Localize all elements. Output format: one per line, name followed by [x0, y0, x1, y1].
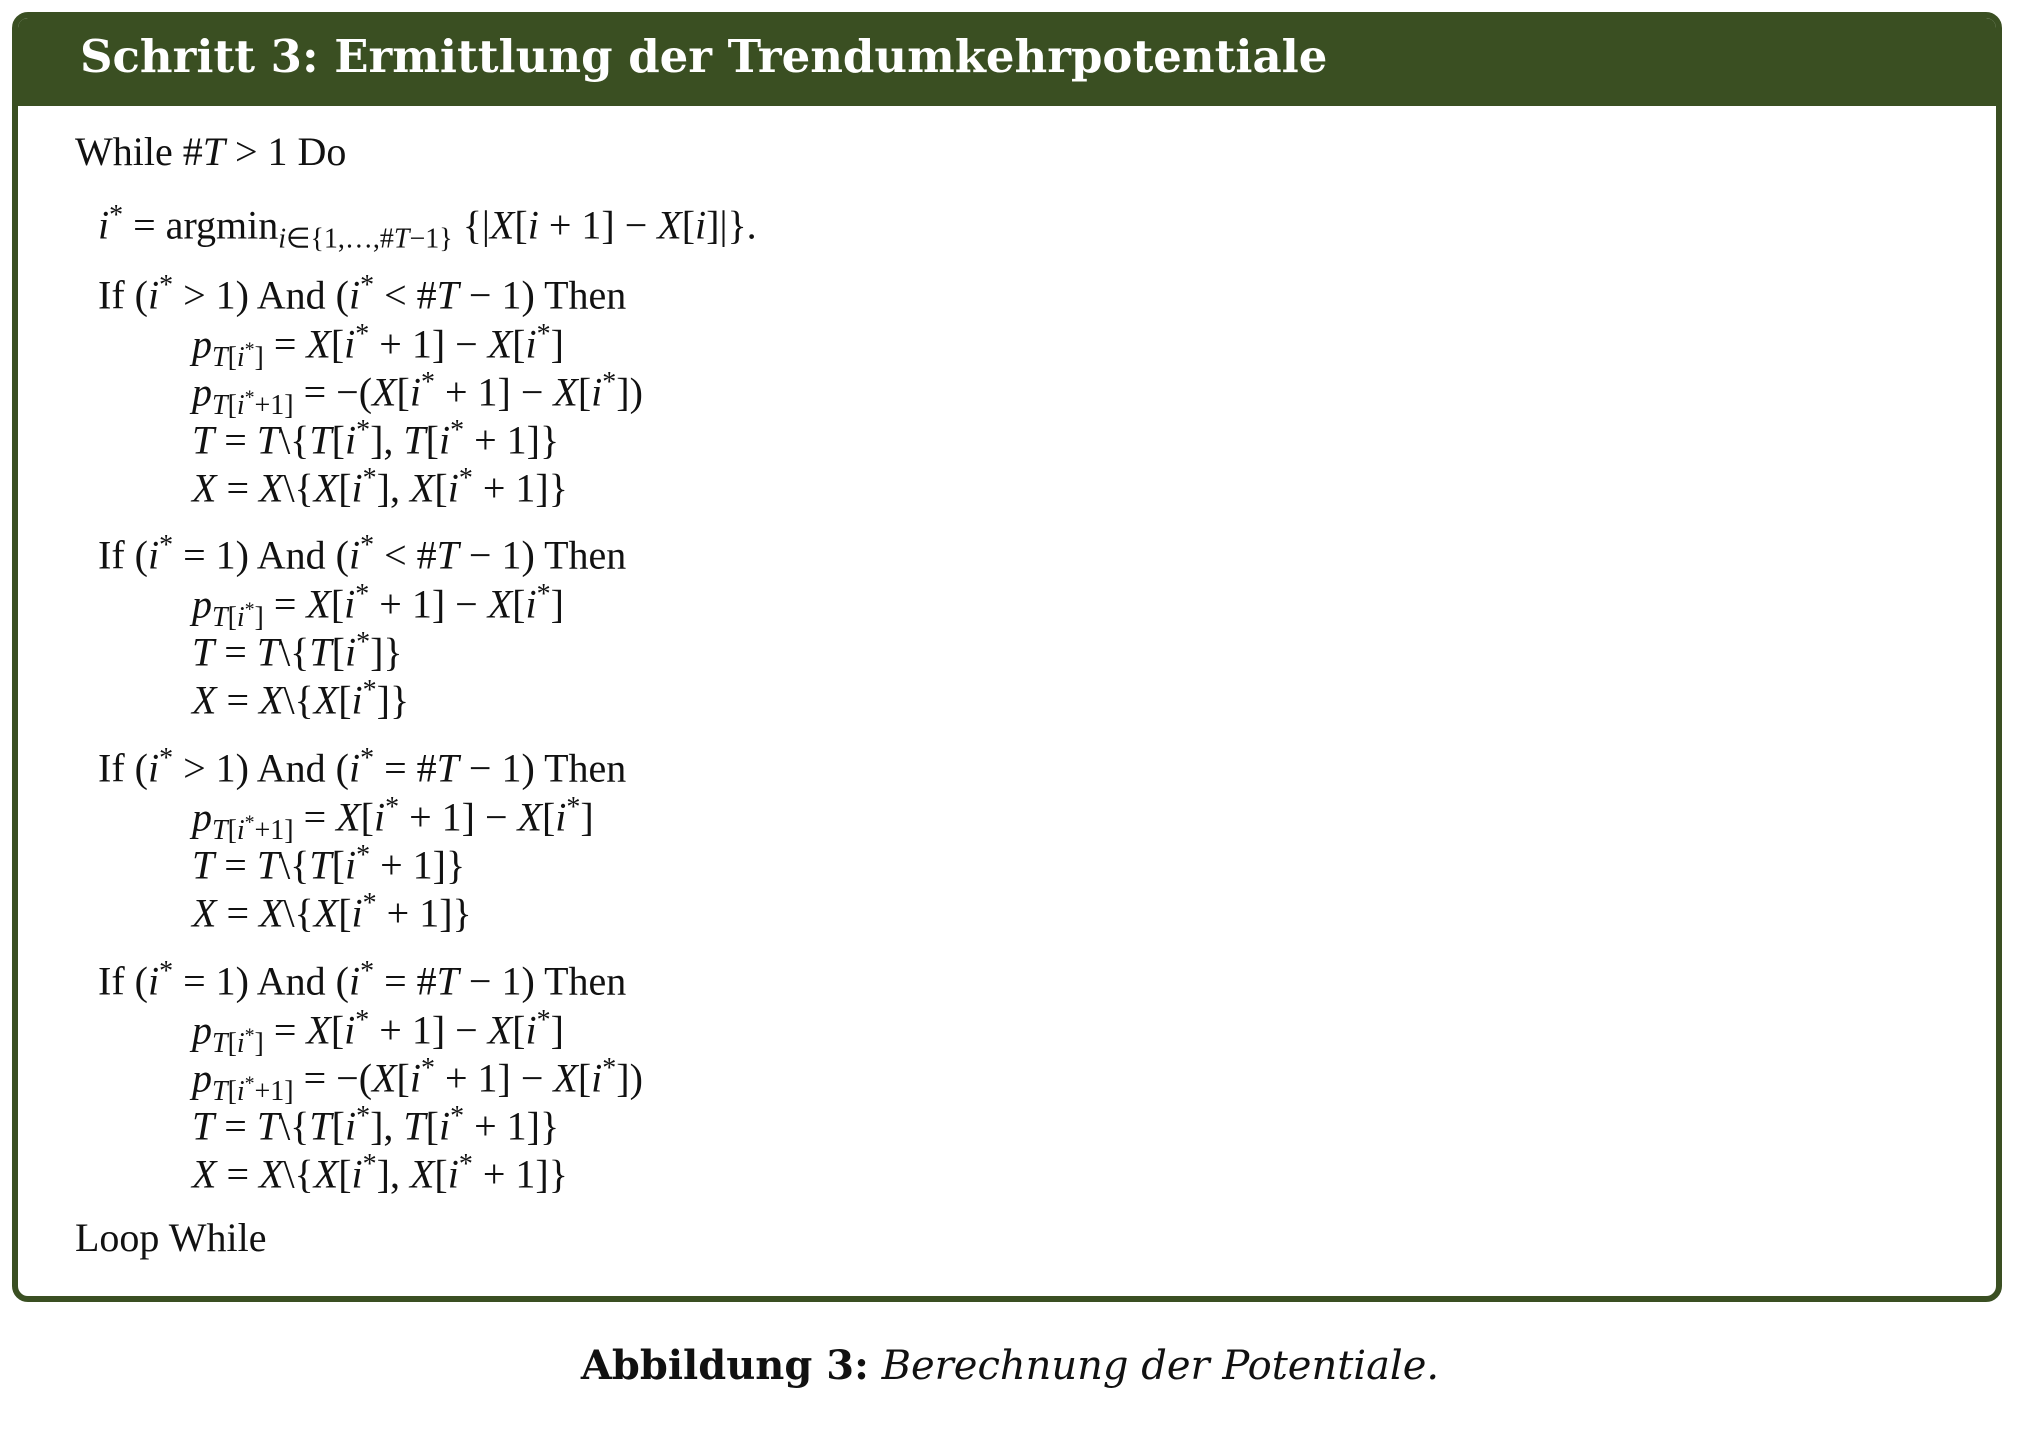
case2-condition: If (i* = 1) And (i* < #T − 1) Then	[98, 530, 627, 578]
case1-line-3: T = T\{T[i*], T[i* + 1]}	[192, 415, 560, 463]
case3-condition: If (i* > 1) And (i* = #T − 1) Then	[98, 743, 627, 791]
case4-line-2: $p_{T[i^*+1]} = -(X[i^* + 1] - X[i^*])$	[192, 1053, 643, 1108]
loop-while-line: Loop While	[75, 1215, 267, 1260]
case4-line-4: X = X\{X[i*], X[i* + 1]}	[192, 1149, 568, 1197]
case1-condition: If (i* > 1) And (i* < #T − 1) Then	[98, 270, 627, 318]
case2-line-1: $p_{T[i^*]} = X[i^* + 1] - X[i^*]$	[192, 579, 564, 634]
case1-line-2: $p_{T[i^*+1]} = -(X[i^* + 1] - X[i^*])$	[192, 367, 643, 422]
case2-line-3: X = X\{X[i*]}	[192, 675, 410, 723]
box-title: Schritt 3: Ermittlung der Trendumkehrpotentiale	[80, 30, 1328, 83]
case4-line-3: T = T\{T[i*], T[i* + 1]}	[192, 1101, 560, 1149]
case3-line-3: X = X\{X[i* + 1]}	[192, 888, 472, 936]
caption-label: Abbildung 3:	[580, 1342, 869, 1389]
case1-line-1: $p_{T[i^*]} = X[i^* + 1] - X[i^*]$	[192, 319, 564, 374]
while-line: While #T > 1 Do	[75, 129, 347, 174]
box-header	[18, 18, 1996, 106]
caption-text: Berechnung der Potentiale.	[881, 1343, 1440, 1389]
case2-line-2: T = T\{T[i*]}	[192, 627, 403, 675]
case3-line-1: $p_{T[i^*+1]} = X[i^* + 1] - X[i^*]$	[192, 792, 594, 847]
case4-line-1: $p_{T[i^*]} = X[i^* + 1] - X[i^*]$	[192, 1005, 564, 1060]
argmin-line: i* = argmin$_{i\in\{1,\dots,\#T-1\}}$ {|X[i + 1] − X[i]|}.	[98, 200, 757, 255]
case3-line-2: T = T\{T[i* + 1]}	[192, 840, 466, 888]
case4-condition: If (i* = 1) And (i* = #T − 1) Then	[98, 956, 627, 1004]
case1-line-4: X = X\{X[i*], X[i* + 1]}	[192, 463, 568, 511]
figure-caption	[0, 1342, 2020, 1389]
